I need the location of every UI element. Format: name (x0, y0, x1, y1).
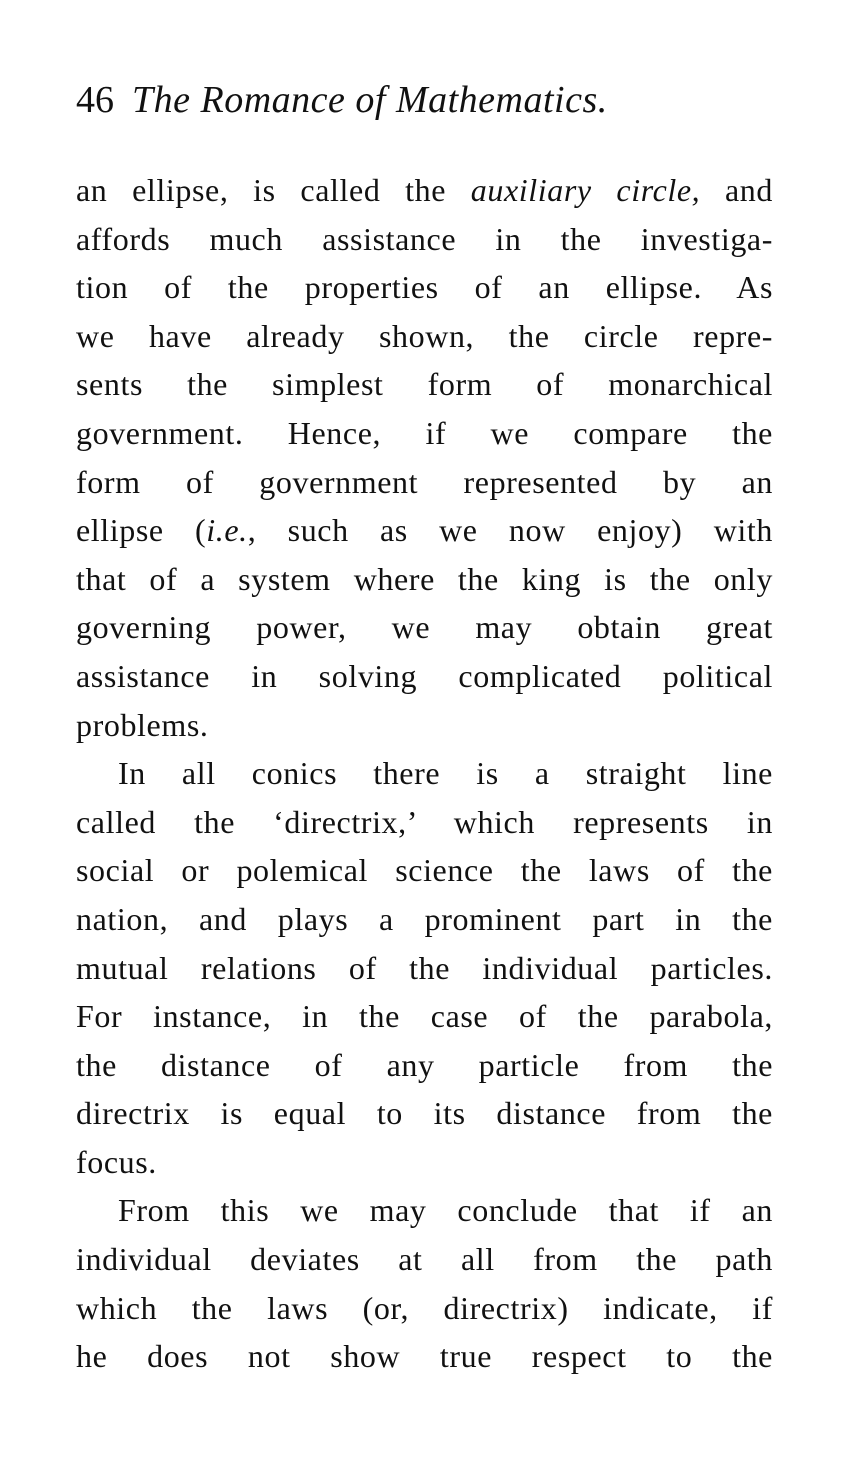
paragraph-2 (76, 749, 773, 1186)
paragraph-1 (76, 166, 773, 749)
italic-term-auxiliary-circle: auxiliary circle, (470, 172, 701, 208)
book-title: The Romance of Mathematics. (132, 79, 608, 121)
text-line: For instance, in the case of the parabola, (76, 998, 773, 1035)
text-line: he does not show true respect to the (76, 1338, 773, 1375)
text-line: sents the simplest form of monarchical (76, 366, 773, 403)
text-line: nation, and plays a prominent part in the (76, 900, 773, 937)
text-line: government. Hence, if we compare the (76, 414, 773, 451)
running-head (76, 72, 776, 128)
text-line: mutual relations of the individual particles. (76, 949, 773, 986)
text-line: governing power, we may obtain great (76, 609, 773, 646)
text-line: tion of the properties of an ellipse. As (76, 269, 773, 306)
italic-abbreviation-ie: i.e. (206, 512, 248, 549)
text-line: form of government represented by an (76, 463, 773, 500)
body-text (76, 166, 773, 1381)
paragraph-3 (76, 1186, 773, 1380)
text-line: the distance of any particle from the (76, 1046, 773, 1083)
text-line: affords much assistance in the investiga- (76, 220, 773, 257)
text-line: which the laws (or, directrix) indicate, if (76, 1289, 773, 1326)
text-run: ellipse ( (76, 512, 207, 549)
text-line (76, 506, 773, 555)
text-line: social or polemical science the laws of the (76, 852, 773, 889)
text-line: focus. (76, 1143, 157, 1180)
text-line: we have already shown, the circle repre- (76, 317, 773, 354)
page-number: 46 (76, 79, 114, 121)
text-run: and (700, 172, 774, 208)
text-run: , such as we now enjoy) with (247, 512, 773, 549)
text-line: that of a system where the king is the only (76, 560, 773, 597)
text-line: In all conics there is a straight line (118, 755, 773, 792)
text-line: directrix is equal to its distance from the (76, 1095, 773, 1132)
text-line: individual deviates at all from the path (76, 1241, 773, 1278)
text-line: called the ‘directrix,’ which represents in (76, 803, 773, 840)
text-line: assistance in solving complicated political (76, 657, 773, 694)
text-run: an ellipse, is called the (76, 172, 471, 208)
text-line: problems. (76, 706, 209, 743)
text-line (76, 166, 773, 215)
text-line: From this we may conclude that if an (118, 1192, 773, 1229)
